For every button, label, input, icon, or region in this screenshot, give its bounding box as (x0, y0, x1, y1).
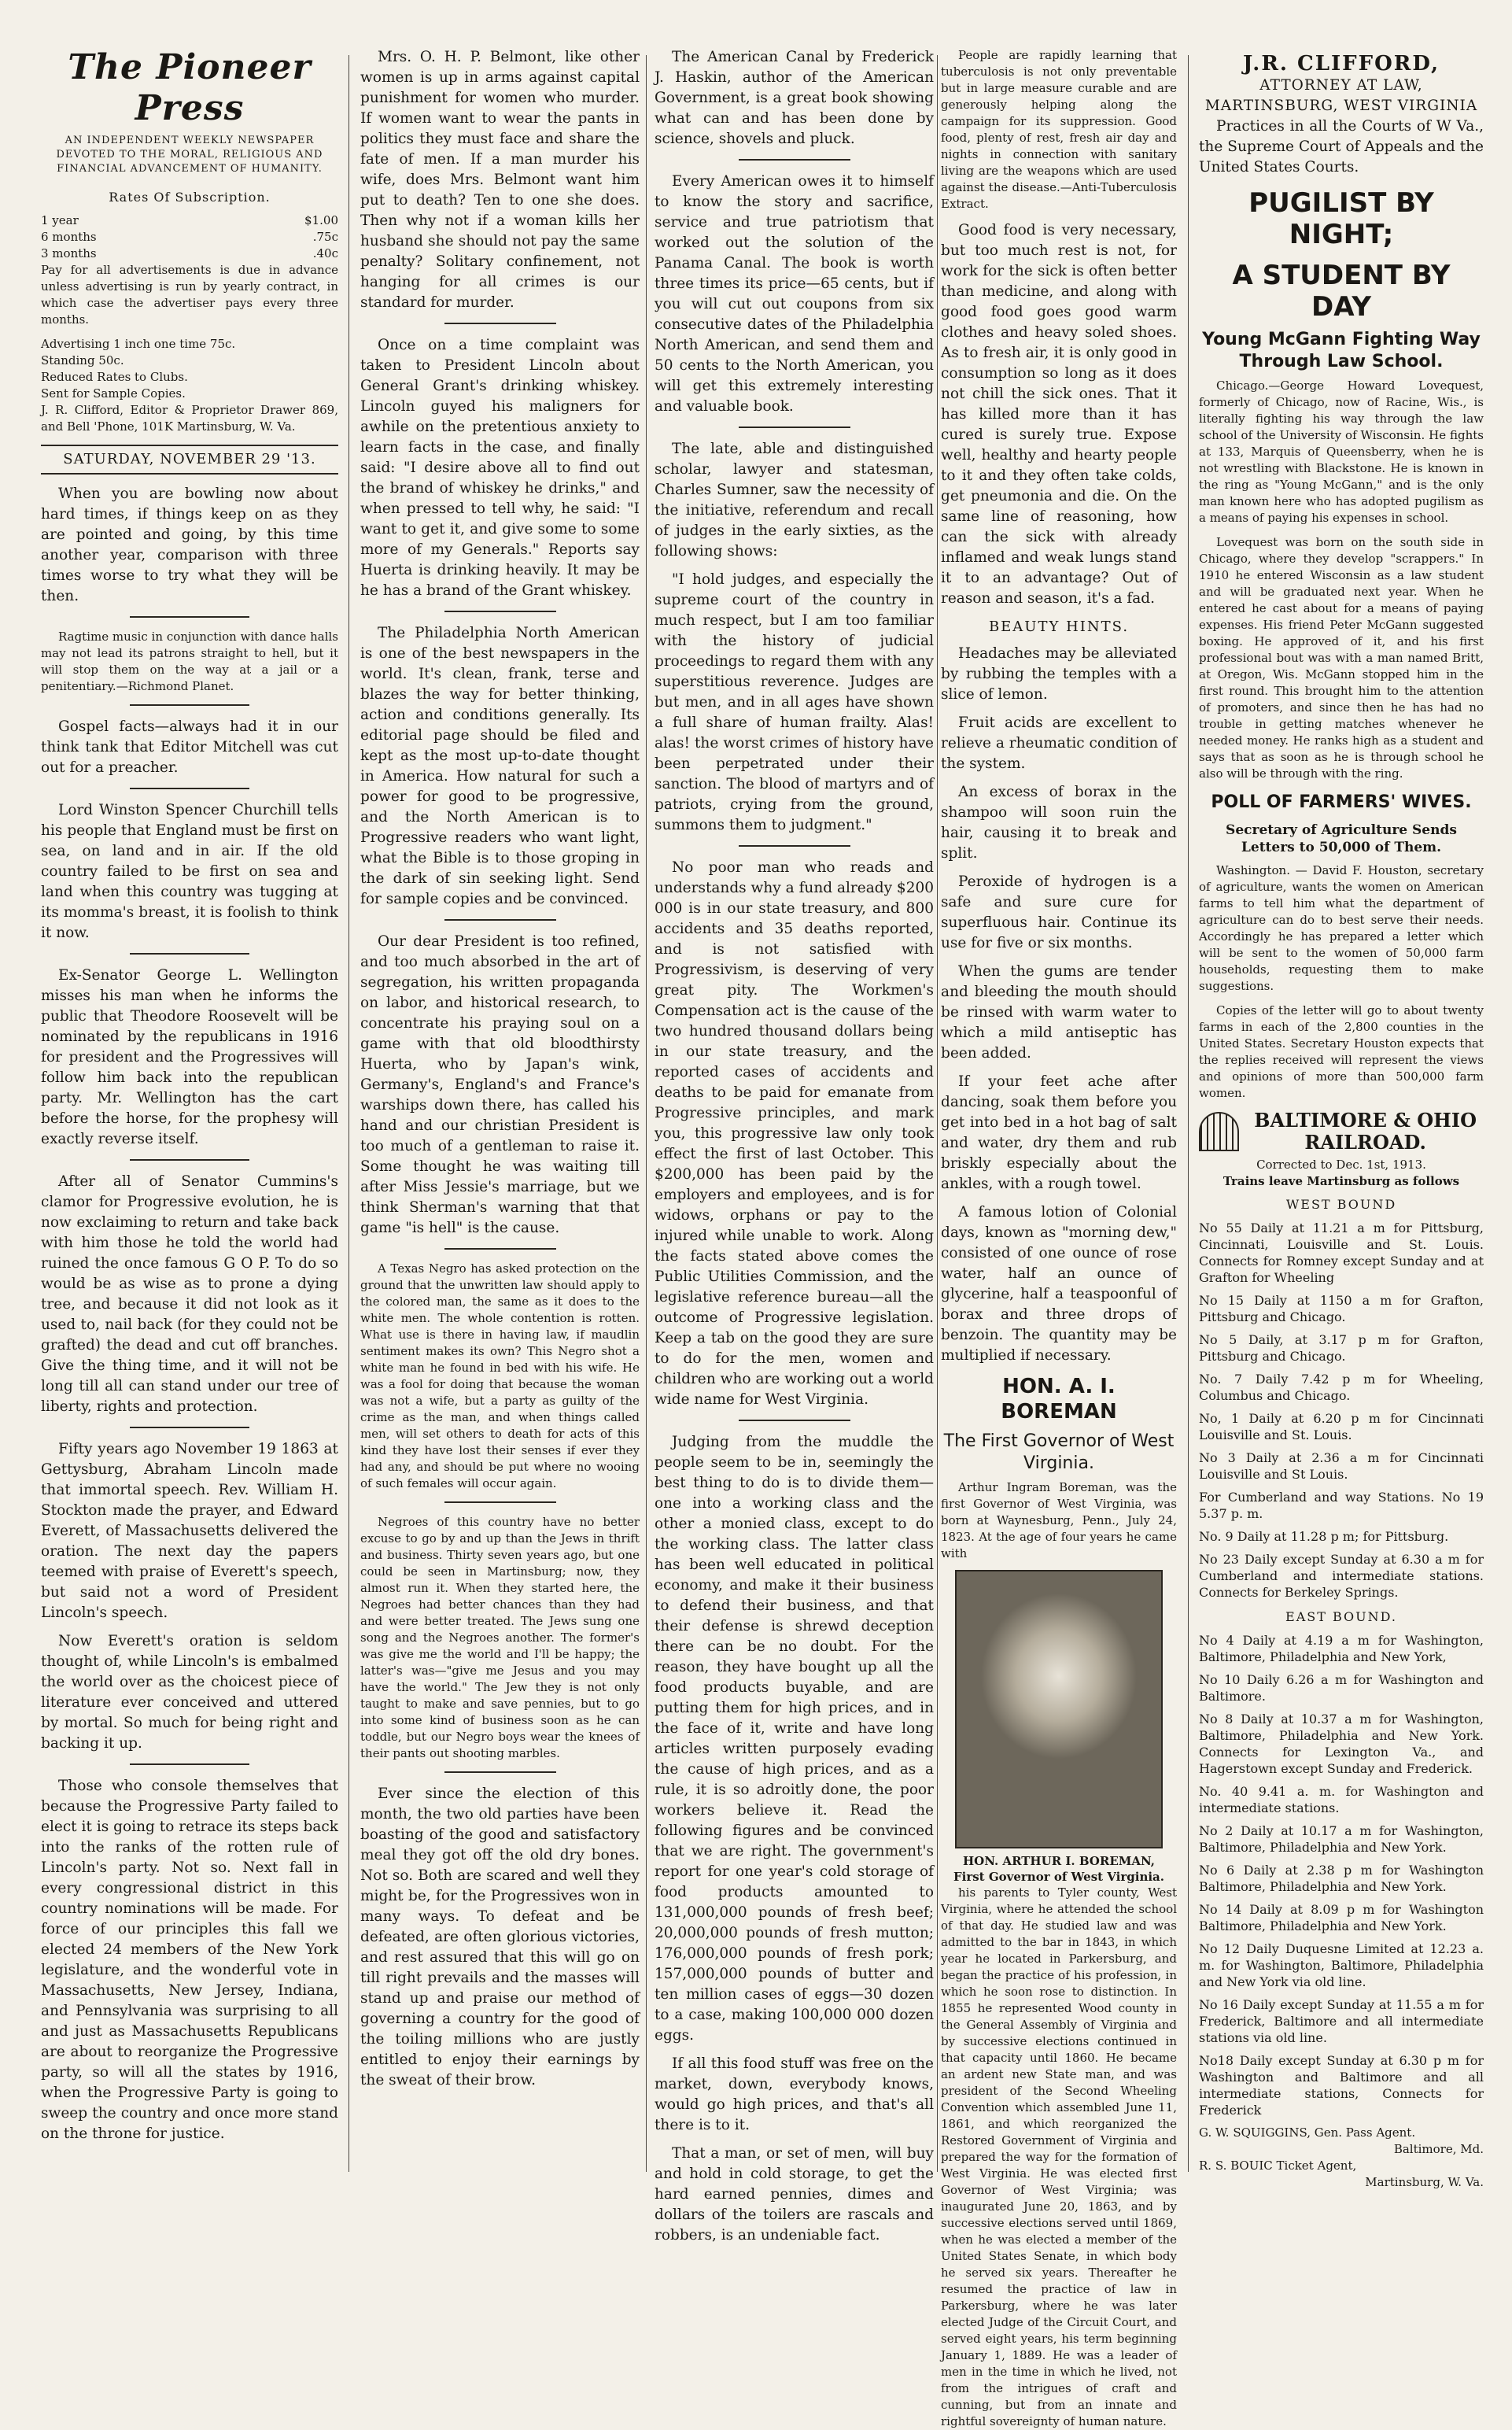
east-bound-heading: EAST BOUND. (1285, 1609, 1397, 1624)
schedule-corrected: Corrected to Dec. 1st, 1913. (1256, 1158, 1426, 1172)
schedule-item: For Cumberland and way Stations. No 19 5.37 p. m. (1199, 1490, 1484, 1521)
poll-headline: POLL OF FARMERS' WIVES. (1211, 792, 1472, 812)
divider (739, 845, 850, 847)
east-schedule (1199, 1632, 1484, 2118)
divider (444, 1501, 556, 1503)
article-paragraph: Chicago.—George Howard Lovequest, formerly of Chicago, now of Racine, Wis., is literally fighting his way through the law school of the University of Wisconsin. He fights at 133, Marquis of Queensberry, when he is not wrestling with Blackstone. He is known in the ring as "Young McGann," and is the only man known here who has adopted pugilism as a means of paying his expenses in school. (1199, 379, 1484, 525)
column-4 (941, 47, 1177, 2428)
beauty-hint: When the gums are tender and bleeding the mouth should be rinsed with warm water to which a mild antiseptic has been added. (941, 963, 1177, 1062)
schedule-item: No. 9 Daily at 11.28 p m; for Pittsburg. (1199, 1529, 1449, 1544)
article-paragraph: his parents to Tyler county, West Virginia, where he attended the school of that day. He studied law and was admitted to the bar in 1843, in which year he located in Parkersburg, and began the practice of his profession, in which he soon rose to distinction. In 1855 he represented Wood county in the General Assembly of Virginia and by successive elections continued in that capacity until 1860. He became an ardent new State man, and was president of the Second Wheeling Convention which assembled June 11, 1861, and which reorganized the Restored Government of Virginia and prepared the way for the formation of West Virginia. He was elected first Governor of West Virginia; was inaugurated June 20, 1863, and by successive elections served until 1869, when he was elected a member of the United States Senate, in which body he served six years. Thereafter he resumed the practice of law in Parkersburg, where he was later elected Judge of the Circuit Court, and served eight years, his term beginning January 1, 1889. He was a leader of men in the time in which he lived, not from the intrigues of craft and cunning, but from an innate and rightful sovereignty of human nature. (941, 1885, 1177, 2428)
schedule-item: No, 1 Daily at 6.20 p m for Cincinnati Louisville and St. Louis. (1199, 1411, 1484, 1442)
divider (130, 616, 249, 618)
ad-standing: Standing 50c. (41, 353, 124, 367)
divider (444, 1248, 556, 1250)
capitol-dome-icon (1199, 1112, 1239, 1151)
article-paragraph: Now Everett's oration is seldom thought of, while Lincoln's is embalmed the world over as the choicest piece of literature ever conceived and uttered by mortal. So much for being right and backing it up. (41, 1633, 338, 1752)
divider (444, 1771, 556, 1773)
passenger-agent: G. W. SQUIGGINS, Gen. Pass Agent. (1199, 2125, 1416, 2140)
schedule-item: No. 7 Daily 7.42 p m for Wheeling, Columbus and Chicago. (1199, 1372, 1484, 1403)
beauty-hint: Peroxide of hydrogen is a safe and sure cure for superfluous hair. Continue its use for five or six months. (941, 873, 1177, 951)
boreman-headline: HON. A. I. BOREMAN (1001, 1375, 1117, 1424)
divider (130, 1763, 249, 1765)
article-paragraph: Judging from the muddle the people seem to be in, seemingly the best thing to do is to divide them—one into a working class and the other a monied class, except to do the working class. The latter class has been well educated in political economy, and make it their business to defend their business, and that their defense is shrewd deception there can be no doubt. For the reason, they have bought up all the food products buyable, and are putting them for high prices, and in the face of it, write and have long articles written purposely evading the cause of high prices, and as a rule, it is so adroitly done, the poor workers believe it. Read the following figures and be convinced that we are right. The government's report for one year's cold storage of food products amounted to 131,000,000 pounds of fresh beef; 20,000,000 pounds of fresh mutton; 176,000,000 pounds of fresh pork; 157,000,000 pounds of butter and ten million cases of eggs—30 dozen to a case, making 100,000 000 dozen eggs. (655, 1434, 934, 2044)
article-paragraph: The Philadelphia North American is one of the best newspapers in the world. It's clean, frank, terse and blazes the way for better thinking, action and conditions generally. Its editorial page should be filed and kept as the most up-to-date thought in America. How natural for such a power for good to be progressive, and the North American is to Progressive readers who want light, what the Bible is to those groping in the dark of sin seeking light. Send for sample copies and be convinced. (360, 625, 640, 907)
bo-railroad-logo (1199, 1110, 1484, 1154)
rate-row: 3 months .40c (41, 246, 338, 260)
portrait-caption: HON. ARTHUR I. BOREMAN, (963, 1854, 1155, 1868)
beauty-hint: Headaches may be alleviated by rubbing the temples with a slice of lemon. (941, 645, 1177, 703)
article-paragraph: Our dear President is too refined, and too much absorbed in the art of segregation, his written propaganda on labor, and historical research, to concentrate his praying soul on a game with that old bloodthirsty Huerta, who by Japan's wink, Germany's, England's and France's warships down there, has called his hand and our christian President is too much of a gentleman to raise it. Some thought he was waiting till after Miss Jessie's marriage, but we think Sherman's warning that that game "is hell" is the cause. (360, 933, 640, 1236)
article-paragraph: Ex-Senator George L. Wellington misses his man when he informs the public that Theodore Roosevelt will be nominated by the republicans in 1916 for president and the Progressives will follow him back into the republican party. Mr. Wellington has the cart before the horse, for the prophesy will exactly reverse itself. (41, 967, 338, 1147)
article-paragraph: Lord Winston Spencer Churchill tells his people that England must be first on sea, on land and in air. If the old country failed to be first on sea and land when this country was tugging at its momma's breast, it is foolish to think it now. (41, 802, 338, 941)
article-paragraph: Every American owes it to himself to know the story and sacrifice, service and true patriotism that worked out the solution of the Panama Canal. The book is worth three times its price—65 cents, but if you will cut out coupons from six consecutive dates of the Philadelphia North American, and send them and 50 cents to the North American, you will get this extremely interesting and valuable book. (655, 173, 934, 415)
schedule-item: No 8 Daily at 10.37 a m for Washington, Baltimore, Philadelphia and New York. Connects for Lexington Va., and Hagerstown except Sunday and Frederick. (1199, 1712, 1484, 1776)
ticket-agent: R. S. BOUIC Ticket Agent, (1199, 2159, 1357, 2173)
article-paragraph: When you are bowling now about hard times, if things keep on as they are pointed and going, by this time another year, comparison with three times worse to try what they will be then. (41, 486, 338, 604)
beauty-hint: Fruit acids are excellent to relieve a rheumatic condition of the system. (941, 715, 1177, 772)
agent-city: Baltimore, Md. (1393, 2142, 1484, 2156)
beauty-hint: An excess of borax in the shampoo will soon ruin the hair, causing it to break and split. (941, 784, 1177, 862)
schedule-item: No 4 Daily at 4.19 a m for Washington, Baltimore, Philadelphia and New York, (1199, 1633, 1484, 1664)
column-rule (348, 55, 349, 2172)
article-paragraph: After all of Senator Cummins's clamor for Progressive evolution, he is now exclaiming to return and take back with him those he told the world had ruined the once famous G O P. To do so would be as wise as to prone a dying tree, and because it did not look as it used to, nail back (for they could not be grafted) the dead and cut off branches. Give the thing time, and it will not be long till all can stand under our tree of liberty, rights and protection. (41, 1173, 338, 1415)
divider (444, 323, 556, 324)
schedule-item: No 14 Daily at 8.09 p m for Washington Baltimore, Philadelphia and New York. (1199, 1902, 1484, 1933)
beauty-hint: A famous lotion of Colonial days, known as "morning dew," consisted of one ounce of rose water, half an ounce of glycerine, half a teaspoonful of borax and three drops of benzoin. The quantity may be multiplied if necessary. (941, 1204, 1177, 1364)
article-paragraph: People are rapidly learning that tuberculosis is not only preventable but in large measure curable and are generously helping along the campaign for its suppression. Good food, plenty of rest, fresh air day and nights in connection with sanitary living are the weapons which are used against the disease.—Anti-Tuberculosis Extract. (941, 48, 1177, 211)
column-5 (1199, 47, 1484, 2189)
ticket-agent-city: Martinsburg, W. Va. (1365, 2175, 1484, 2189)
schedule-item: No 12 Daily Duquesne Limited at 12.23 a. m. for Washington, Baltimore, Philadelphia and New York via old line. (1199, 1941, 1484, 1989)
west-bound-heading: WEST BOUND (1285, 1197, 1397, 1212)
rate-row: 1 year $1.00 (41, 213, 338, 227)
schedule-item: No 6 Daily at 2.38 p m for Washington Baltimore, Philadelphia and New York. (1199, 1863, 1484, 1894)
schedule-item: No18 Daily except Sunday at 6.30 p m for Washington and Baltimore and all intermediate stations, Connects for Frederick (1199, 2053, 1484, 2118)
editor-info: J. R. Clifford, Editor & Proprietor Drawer 869, and Bell 'Phone, 101K Martinsburg, W. Va. (41, 403, 338, 434)
boreman-portrait (955, 1570, 1163, 1848)
divider (130, 1427, 249, 1428)
article-paragraph: Washington. — David F. Houston, secretary of agriculture, wants the women on American farms to tell him what the department of agriculture can do to best serve their needs. Accordingly he has prepared a letter which will be sent to the women of 50,000 farm households, requesting them to make suggestions. (1199, 863, 1484, 993)
schedule-item: No 3 Daily at 2.36 a m for Cincinnati Louisville and St Louis. (1199, 1450, 1484, 1482)
schedule-item: No. 40 9.41 a. m. for Washington and intermediate stations. (1199, 1784, 1484, 1815)
pugilist-subheadline: Young McGann Fighting Way Through Law School. (1202, 330, 1481, 371)
divider (130, 788, 249, 789)
column-3 (655, 47, 934, 2244)
reduced-rates: Reduced Rates to Clubs. (41, 370, 188, 384)
schedule-item: No 55 Daily at 11.21 a m for Pittsburg, Cincinnati, Louisville and St. Louis. Connects for Romney except Sunday and at Grafton for Wheeling (1199, 1221, 1484, 1285)
article-paragraph: Copies of the letter will go to about twenty farms in each of the 2,800 counties in the United States. Secretary Houston expects that the replies received will represent the views and opinions of more than 500,000 farm women. (1199, 1003, 1484, 1100)
ad-rate: Advertising 1 inch one time 75c. (41, 337, 236, 351)
column-1 (41, 47, 338, 2172)
pugilist-headline: PUGILIST BY NIGHT; (1248, 187, 1434, 250)
divider (444, 611, 556, 612)
divider (739, 1420, 850, 1421)
divider (130, 953, 249, 955)
article-paragraph: Once on a time complaint was taken to President Lincoln about General Grant's drinking whiskey. Lincoln guyed his maligners for awhile on the pretentious anxiety to learn facts in the case, and finally said: "I desire above all to find out the brand of whiskey he drinks," and when pressed to tell why, he said: "I want to get it, and give some to some more of my Generals." Reports say Huerta is drinking heavily. It may be he has a brand of the Grant whiskey. (360, 337, 640, 599)
dateline: SATURDAY, NOVEMBER 29 '13. (41, 445, 338, 475)
article-paragraph: If all this food stuff was free on the market, down, everybody knows, would go high prices, and that's all there is to it. (655, 2055, 934, 2133)
article-paragraph: That a man, or set of men, will buy and hold in cold storage, to get the hard earned pennies, dimes and dollars of the toilers are rascals and robbers, is an undeniable fact. (655, 2145, 934, 2244)
rates-heading: Rates Of Subscription. (109, 190, 271, 205)
article-paragraph: Mrs. O. H. P. Belmont, like other women is up in arms against capital punishment for women who murder. If women want to wear the pants in politics they must face and share the fate of men. If a man murder his wife, does Mrs. Belmont want him put to death? Ten to one she does. Then why not if a woman kills her husband she should not pay the same penalty? Solitary confinement, not hanging for all crimes is our standard for murder. (360, 49, 640, 311)
schedule-item: No 15 Daily at 1150 a m for Grafton, Pittsburg and Chicago. (1199, 1293, 1484, 1324)
column-rule (646, 55, 647, 2172)
article-paragraph: Arthur Ingram Boreman, was the first Governor of West Virginia, was born at Waynesburg, Penn., July 24, 1823. At the age of four years he came with (941, 1480, 1177, 1560)
schedule-item: No 10 Daily 6.26 a m for Washington and Baltimore. (1199, 1672, 1484, 1704)
article-paragraph: A Texas Negro has asked protection on the ground that the unwritten law should apply to the colored man, the same as it does to the white men. The whole contention is rotten. What use is there in having law, if maudlin sentiment makes its own? This Negro shot a white man he found in bed with his wife. He was a fool for doing that because the woman was not a wife, but a party as guilty of the crime as the man, and when things called men, will set others to death for acts of this kind they have lost their senses if ever they had any, and should be put where no wooing of such females will occur again. (360, 1261, 640, 1490)
beauty-hint: If your feet ache after dancing, soak them before you get into bed in a hot bag of salt and water, dry them and rub briskly especially about the ankles, with a rough towel. (941, 1073, 1177, 1192)
attorney-title: ATTORNEY AT LAW, (1259, 77, 1423, 94)
column-rule (937, 55, 938, 2172)
attorney-text: Practices in all the Courts of W Va., the Supreme Court of Appeals and the United States Courts. (1199, 118, 1484, 175)
schedule-item: No 5 Daily, at 3.17 p m for Grafton, Pittsburg and Chicago. (1199, 1332, 1484, 1364)
rates-list (41, 212, 338, 435)
masthead-tagline: AN INDEPENDENT WEEKLY NEWSPAPER DEVOTED TO THE MORAL, RELIGIOUS AND FINANCIAL ADVANCEMENT OF HUMANITY. (56, 135, 323, 175)
article-paragraph: Those who console themselves that because the Progressive Party failed to elect it is going to retrace its steps back into the ranks of the rotten rule of Lincoln's party. Not so. Next fall in every congressional district in this country nominations will be made. For force of our principles this fall we elected 24 members of the New York legislature, and the wonderful vote in Massachusetts, New Jersey, Indiana, and Pennsylvania was surprising to all and just as Massachusetts Republicans are about to reorganize the Progressive party, so will all the states by 1916, when the Progressive Party is going to sweep the country and once more stand on the throne for justice. (41, 1778, 338, 2142)
article-paragraph: Negroes of this country have no better excuse to go by and up than the Jews in thrift and business. Thirty seven years ago, but one could be seen in Martinsburg; now, they almost run it. When they started here, the Negroes had better chances than they had and were better treated. The Jews sung one song and the Negroes another. The former's was give me the world and I'll be happy; the latter's was—"give me Jesus and you may have the world." The Jew they is not only taught to make and save pennies, but to go into some kind of business soon as he can toddle, but our Negro boys wear the knees of their pants out shooting marbles. (360, 1515, 640, 1760)
divider (739, 159, 850, 161)
quotation: "I hold judges, and especially the supreme court of the country in much respect, but I am too familiar with the history of judicial proceedings to regard them with any superstitious reverence. Judges are but men, and in all ages have shown a full share of human frailty. Alas! alas! the worst crimes of history have been perpetrated under their sanction. The blood of martyrs and of patriots, crying from the ground, summons them to judgment." (655, 571, 934, 833)
portrait-caption: First Governor of West Virginia. (953, 1870, 1164, 1884)
schedule-item: No 23 Daily except Sunday at 6.30 a m for Cumberland and intermediate stations. Connects for Berkeley Springs. (1199, 1552, 1484, 1600)
article-paragraph: Gospel facts—always had it in our think tank that Editor Mitchell was cut out for a preacher. (41, 718, 338, 776)
rates-note: Pay for all advertisements is due in advance unless advertising is run by yearly contract, in which case the advertiser pays every three months. (41, 263, 338, 327)
divider (739, 427, 850, 428)
article-paragraph: The American Canal by Frederick J. Haskin, author of the American Government, is a great book showing what can and has been done by science, shovels and pluck. (655, 49, 934, 147)
column-2 (360, 47, 640, 2172)
schedule-intro: Trains leave Martinsburg as follows (1223, 1174, 1460, 1188)
article-paragraph: Fifty years ago November 19 1863 at Gettysburg, Abraham Lincoln made that immortal speech. Rev. William H. Stockton made the prayer, and Edward Everett, of Massachusetts delivered the oration. The next day the papers teemed with praise of Everett's speech, but said not a word of President Lincoln's speech. (41, 1441, 338, 1621)
column-rule (1188, 55, 1189, 2172)
article-paragraph: The late, able and distinguished scholar, lawyer and statesman, Charles Sumner, saw the necessity of the initiative, referendum and recall of judges in the early sixties, as the following shows: (655, 441, 934, 559)
beauty-hints-heading: BEAUTY HINTS. (988, 619, 1130, 635)
schedule-item: No 2 Daily at 10.17 a m for Washington, Baltimore, Philadelphia and New York. (1199, 1823, 1484, 1855)
poll-subheadline: Secretary of Agriculture Sends Letters to 50,000 of Them. (1226, 822, 1457, 855)
article-paragraph: Ragtime music in conjunction with dance halls may not lead its patrons straight to hell, but it will stop them on the way at a jail or a penitentiary.—Richmond Planet. (41, 630, 338, 693)
west-schedule (1199, 1220, 1484, 1601)
attorney-name: J.R. CLIFFORD, (1242, 52, 1440, 76)
schedule-item: No 16 Daily except Sunday at 11.55 a m for Frederick, Baltimore and all intermediate stations via old line. (1199, 1997, 1484, 2045)
article-paragraph: No poor man who reads and understands why a fund already $200 000 is in our state treasury, and 800 accidents and 35 deaths reported, and is not satisfied with Progressivism, is deserving of very great pity. The Workmen's Compensation act is the cause of the two hundred thousand dollars being in our state treasury, and the reported cases of accidents and deaths to be paid for emanate from Progressive principles, and mark you, this progressive law only took effect the first of last October. This $200,000 has been paid by the employers and employees, and is for widows, orphans or pay to the injured while unable to work. Along the facts stated above comes the Public Utilities Commission, and the legislative reference bureau—all the outcome of Progressive legislation. Keep a tab on the good they are sure to do for the men, women and children who are working out a world wide name for West Virginia. (655, 859, 934, 1408)
divider (130, 1159, 249, 1161)
sample-copies: Sent for Sample Copies. (41, 386, 186, 401)
article-paragraph: Good food is very necessary, but too much rest is not, for work for the sick is often better than medicine, and along with good food goes good warm clothes and heavy soled shoes. As to fresh air, it is only good in consumption so long as it does not chill the sick ones. That it has killed more than it has cured is surely true. Expose well, healthy and hearty people to it and they often take colds, get pneumonia and die. On the same line of reasoning, how can the sick with already inflamed and weak lungs stand it to an advantage? Out of reason and season, it's a fad. (941, 222, 1177, 607)
attorney-city: MARTINSBURG, WEST VIRGINIA (1204, 98, 1478, 114)
pugilist-headline-2: A STUDENT BY DAY (1232, 260, 1451, 323)
boreman-subheadline: The First Governor of West Virginia. (943, 1431, 1175, 1473)
masthead: The Pioneer Press (68, 47, 312, 128)
bo-logo-text: BALTIMORE & OHIO RAILROAD. (1254, 1109, 1477, 1154)
rate-row: 6 months .75c (41, 230, 338, 244)
divider (130, 704, 249, 706)
article-paragraph: Ever since the election of this month, the two old parties have been boasting of the good and satisfactory meal they got off the old dry bones. Not so. Both are scared and well they might be, for the Progressives won in many ways. To defeat and be defeated, are often glorious victories, and rest assured that this will go on till right prevails and the masses will stand up and praise our method of governing a country for the good of the toiling millions who are justly entitled to enjoy their earnings by the sweat of their brow. (360, 1786, 640, 2088)
divider (444, 919, 556, 921)
article-paragraph: Lovequest was born on the south side in Chicago, where they develop "scrappers." In 1910 he entered Wisconsin as a law student and will be graduated next year. When he entered he cast about for a means of paying expenses. His friend Peter McGann suggested boxing. He approved of it, and his first professional bout was with a man named Britt, at Oregon, Wis. McGann stopped him in the first round. This brought him to the attention of promoters, and since then he has had no trouble in getting matches whenever he needed money. He ranks high as a student and says that as soon as he is through school he also will be through with the ring. (1199, 535, 1484, 781)
